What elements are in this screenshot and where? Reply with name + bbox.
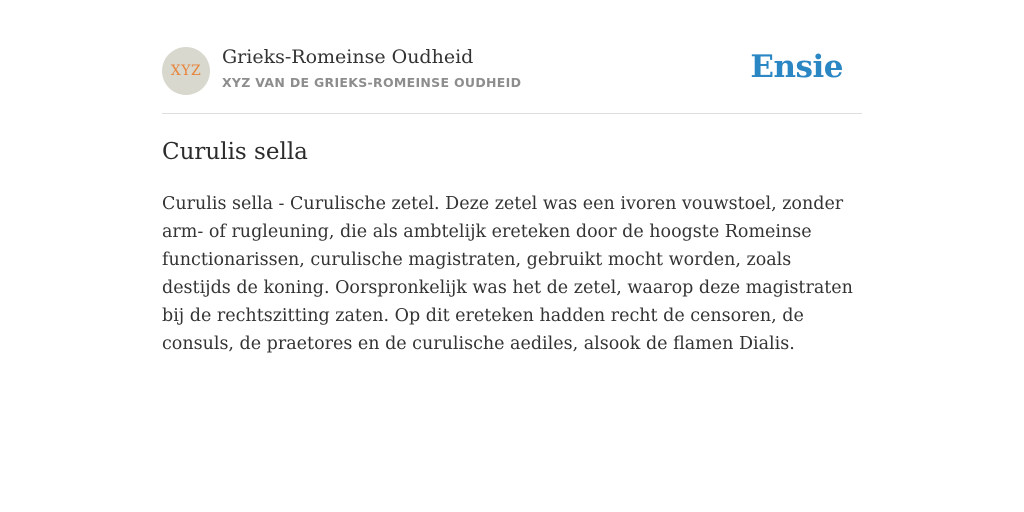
source-avatar[interactable]: XYZ <box>162 47 210 95</box>
content-container <box>162 0 862 354</box>
ensie-logo[interactable]: Ensie <box>750 49 843 85</box>
source-title[interactable]: Grieks-Romeinse Oudheid <box>222 46 474 68</box>
entry-body: Curulis sella - Curulische zetel. Deze zetel was een ivoren vouwstoel, zonder arm- of rugleuning, die als ambtelijk ereteken door de hoogste Romeinse functionarissen, curulische magistraten, gebruikt mocht worden, zoals destijds de koning. Oorspronkelijk was het de zetel, waarop deze magistraten bij de rechtszitting zaten. Op dit ereteken hadden recht de censoren, de consuls, de praetores en de curulische aediles, alsook de flamen Dialis. <box>162 194 853 354</box>
entry-title: Curulis sella <box>162 139 308 165</box>
source-header <box>162 0 862 114</box>
source-subtitle: XYZ VAN DE GRIEKS-ROMEINSE OUDHEID <box>222 75 522 90</box>
